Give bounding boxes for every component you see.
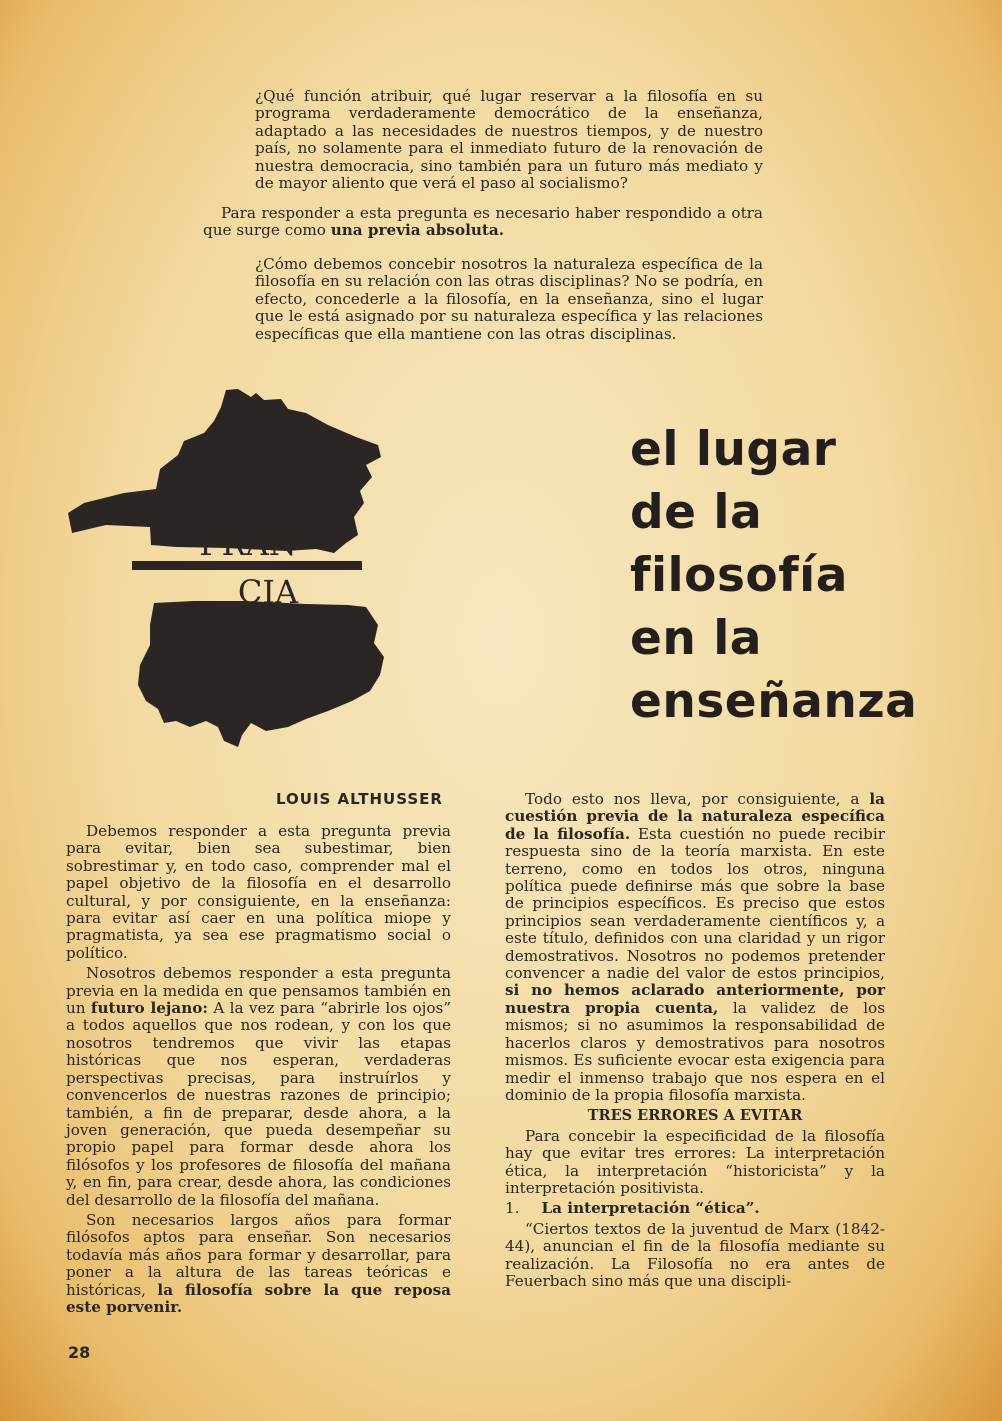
- column-right: [505, 791, 885, 1293]
- page-number: 28: [68, 1343, 91, 1362]
- intro-question-2-text: ¿Cómo debemos concebir nosotros la naturaleza específica de la filosofía en su relación con las otras disciplinas? No se podría, en efecto, concederle a la filosofía, en la enseñanza, sino el lugar que le está asignado por su naturaleza específica y las relaciones específicas que ella mantiene con las otras disciplinas.: [255, 255, 763, 343]
- col2-paragraph-1: Todo esto nos lleva, por consiguiente, a la cuestión previa de la naturaleza específica de la filosofía. Esta cuestión no puede recibir respuesta sino de la teoría marxista. En este terreno, como en todos los otros, ninguna política puede definirse más que sobre la base de principios específicos. Es preciso que estos principios sean verdaderamente científicos y, a este título, definidos con una claridad y un rigor demostrativos. Nosotros no podemos pretender convencer a nadie del valor de estos principios, si no hemos aclarado anteriormente, por nuestra propia cuenta, la validez de los mismos; si no asumimos la responsabilidad de hacerlos claros y demostrativos para nosotros mismos. Es suficiente evocar esta exigencia para medir el inmenso trabajo que nos espera en el dominio de la propia filosofía marxista.: [505, 790, 885, 1104]
- col1-paragraph-2: Nosotros debemos responder a esta pregunta previa en la medida en que pensamos también en un futuro lejano: A la vez para “abrirle los ojos” a todos aquellos que nos rodean, y con los que nosotros tendremos que vivir las etapas históricas que nos esperan, verdaderas perspectivas precisas, para instruírlos y convencerlos de nuestras razones de principio; también, a fin de preparar, desde ahora, a la joven generación, que pueda desempeñar su propio papel para formar desde ahora los filósofos y los profesores de filosofía del mañana y, en fin, para crear, desde ahora, las condiciones del desarrollo de la filosofía del mañana.: [66, 964, 452, 1209]
- section-heading: TRES ERRORES A EVITAR: [587, 1107, 803, 1125]
- article-title: [630, 418, 917, 733]
- title-line-4: en la: [630, 611, 763, 666]
- intro-paragraph-bold: una previa absoluta.: [330, 221, 505, 240]
- column-left: [66, 823, 451, 1319]
- map-bottom-shape: [138, 601, 384, 747]
- map-label-cia: CIA: [237, 573, 299, 611]
- title-line-1: el lugar: [630, 422, 837, 477]
- intro-question-1-text: ¿Qué función atribuir, qué lugar reservar a la filosofía en su programa verdaderamente democrático de la enseñanza, adaptado a las necesidades de nuestros tiempos, y de nuestro país, no solamente para el inmediato futuro de la renovación de nuestra democracia, sino también para un futuro más mediato y de mayor aliento que verá el paso al socialismo?: [255, 87, 763, 193]
- author-byline: LOUIS ALTHUSSER: [276, 790, 443, 808]
- item-label: La interpretación “ética”.: [541, 1199, 760, 1218]
- title-line-5: enseñanza: [630, 674, 918, 729]
- title-line-3: filosofía: [630, 548, 848, 603]
- intro-paragraph-text: Para responder a esta pregunta es necesario haber respondido a otra que surge como: [203, 204, 763, 240]
- col1-paragraph-3: Son necesarios largos años para formar filósofos aptos para enseñar. Son necesarios todavía más años para formar y desarrollar, para poner a la altura de las tareas teóricas e históricas, la filosofía sobre la que reposa este porvenir.: [66, 1210, 451, 1316]
- france-map-illustration: [66, 385, 396, 755]
- numbered-item: [505, 1200, 885, 1217]
- intro-question-1: [255, 88, 763, 192]
- item-number: 1.: [505, 1199, 520, 1218]
- col2-paragraph-2: Para concebir la especificidad de la filosofía hay que evitar tres errores: La interpretación ética, la interpretación “historicista” y la interpretación positivista.: [505, 1126, 885, 1197]
- map-label-fran: FRAN: [199, 525, 297, 563]
- title-line-2: de la: [630, 485, 763, 540]
- col2-paragraph-3: “Ciertos textos de la juventud de Marx (1842-44), anuncian el fin de la filosofía mediante su realización. La Filosofía no era antes de Feuerbach sino más que una discipli-: [505, 1219, 885, 1290]
- intro-question-2: [255, 256, 763, 343]
- intro-paragraph: [203, 205, 763, 240]
- col1-paragraph-1: Debemos responder a esta pregunta previa para evitar, bien sea subestimar, bien sobrestimar y, en todo caso, comprender mal el papel objetivo de la filosofía en el desarrollo cultural, y por consiguiente, en la enseñanza: para evitar así caer en una política miope y pragmatista, ya sea ese pragmatismo social o político.: [66, 822, 451, 962]
